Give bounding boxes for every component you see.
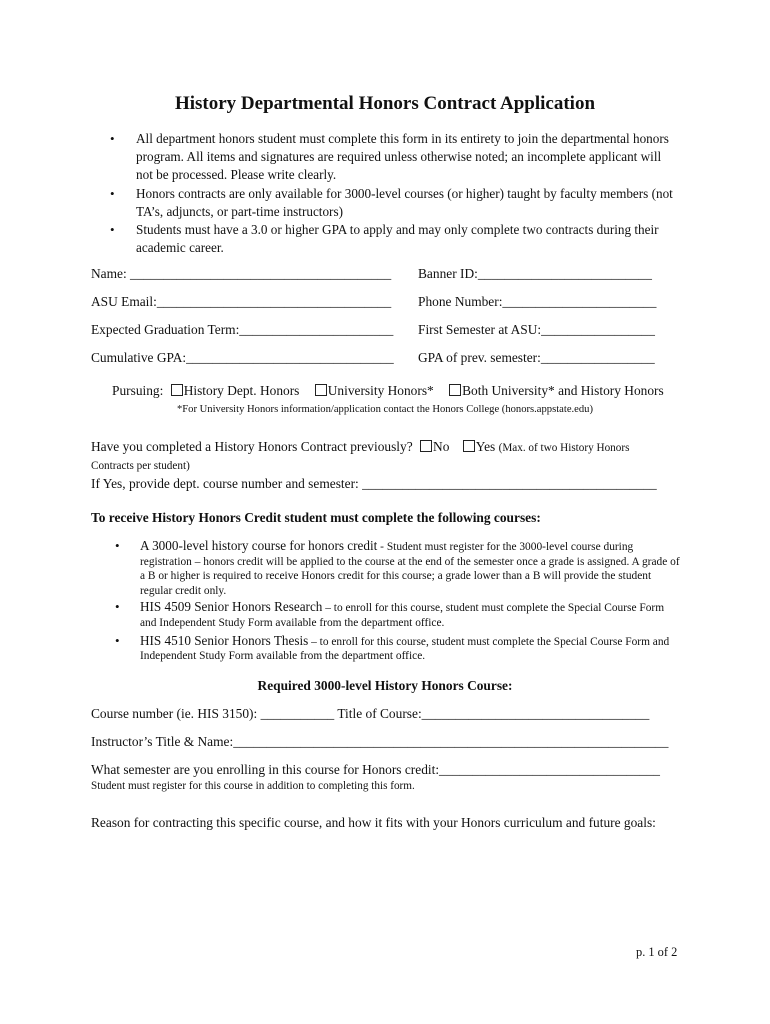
list-item: • HIS 4509 Senior Honors Research – to enroll for this course, student must complete the Special Course Form and Independent Study Form available from the department office. bbox=[115, 599, 665, 629]
university-honors-footnote: *For University Honors information/application contact the Honors College (honors.appstate.edu) bbox=[176, 404, 593, 415]
bullet-icon: • bbox=[115, 538, 120, 553]
list-item: • A 3000-level history course for honors credit - Student must register for the 3000-level course during registration – honors credit will be applied to the course at the end of the semester once a grade is assigned. A grade of a B or higher is required to receive Honors credit for this course; a grade lower than a B will provide the student regular credit only. bbox=[115, 538, 680, 597]
cumulative-gpa-field[interactable]: Cumulative GPA:_______________________________ bbox=[91, 350, 394, 365]
checkbox-icon[interactable] bbox=[420, 440, 432, 452]
intro-text: All department honors student must complete this form in its entirety to join the departmental honors program. All items and signatures are required unless otherwise noted; an incomplete applicant will not be processed. Please write clearly. bbox=[136, 131, 669, 183]
bullet-icon: • bbox=[110, 131, 115, 146]
history-honors-option[interactable]: History Dept. Honors bbox=[171, 383, 300, 398]
checkbox-icon[interactable] bbox=[171, 384, 183, 396]
graduation-term-field[interactable]: Expected Graduation Term:_______________________ bbox=[91, 322, 394, 337]
pursuing-label: Pursuing: bbox=[112, 383, 164, 398]
instructor-field[interactable]: Instructor’s Title & Name:_________________________________________________________________ bbox=[91, 734, 669, 749]
banner-id-field[interactable]: Banner ID:__________________________ bbox=[418, 266, 652, 281]
bullet-icon: • bbox=[110, 185, 115, 201]
bullet-icon: • bbox=[115, 632, 120, 648]
bullet-icon: • bbox=[115, 599, 120, 615]
requirements-list bbox=[115, 539, 680, 664]
list-item bbox=[110, 130, 675, 185]
bullet-icon: • bbox=[110, 222, 115, 238]
previous-contract-question: Have you completed a History Honors Contract previously? No Yes (Max. of two History Honors bbox=[91, 439, 630, 454]
requirements-heading: To receive History Honors Credit student must complete the following courses: bbox=[91, 510, 541, 525]
checkbox-icon[interactable] bbox=[463, 440, 475, 452]
list-item bbox=[110, 221, 675, 257]
checkbox-icon[interactable] bbox=[449, 384, 461, 396]
intro-text: Students must have a 3.0 or higher GPA to apply and may only complete two contracts during their academic career. bbox=[136, 222, 659, 256]
both-honors-option[interactable]: Both University* and History Honors bbox=[449, 383, 664, 398]
university-honors-option[interactable]: University Honors* bbox=[315, 383, 434, 398]
list-item bbox=[110, 185, 675, 221]
intro-bullet-list bbox=[110, 130, 675, 257]
required-course-heading: Required 3000-level History Honors Course: bbox=[257, 678, 513, 693]
max-contracts-note: (Max. of two History Honors bbox=[498, 442, 630, 454]
page-title: History Departmental Honors Contract Application bbox=[174, 93, 596, 114]
name-field[interactable]: Name: _______________________________________ bbox=[91, 266, 392, 281]
register-note: Student must register for this course in addition to completing this form. bbox=[91, 780, 415, 792]
asu-email-field[interactable]: ASU Email:___________________________________ bbox=[91, 294, 392, 309]
first-semester-field[interactable]: First Semester at ASU:_________________ bbox=[418, 322, 655, 337]
no-option[interactable]: No bbox=[420, 439, 449, 454]
list-item: • HIS 4510 Senior Honors Thesis – to enroll for this course, student must complete the Special Course Form and Independent Study Form available from the department office. bbox=[115, 632, 670, 663]
prev-gpa-field[interactable]: GPA of prev. semester:_________________ bbox=[418, 350, 655, 365]
checkbox-icon[interactable] bbox=[315, 384, 327, 396]
course-number-field[interactable]: Course number (ie. HIS 3150): ___________ Title of Course:__________________________________ bbox=[91, 706, 650, 721]
pursuing-options bbox=[112, 383, 664, 399]
reason-prompt[interactable]: Reason for contracting this specific course, and how it fits with your Honors curriculum and future goals: bbox=[91, 815, 656, 830]
intro-text: Honors contracts are only available for 3000-level courses (or higher) taught by faculty members (not TA’s, adjuncts, or part-time instructors) bbox=[136, 185, 673, 219]
page-number: p. 1 of 2 bbox=[636, 945, 678, 959]
previous-course-field[interactable]: If Yes, provide dept. course number and semester: ____________________________________________ bbox=[91, 476, 657, 491]
semester-field[interactable]: What semester are you enrolling in this course for Honors credit:_________________________________ bbox=[91, 762, 660, 777]
yes-option[interactable]: Yes bbox=[463, 439, 495, 454]
max-contracts-note-cont: Contracts per student) bbox=[91, 460, 190, 472]
phone-number-field[interactable]: Phone Number:_______________________ bbox=[418, 294, 657, 309]
